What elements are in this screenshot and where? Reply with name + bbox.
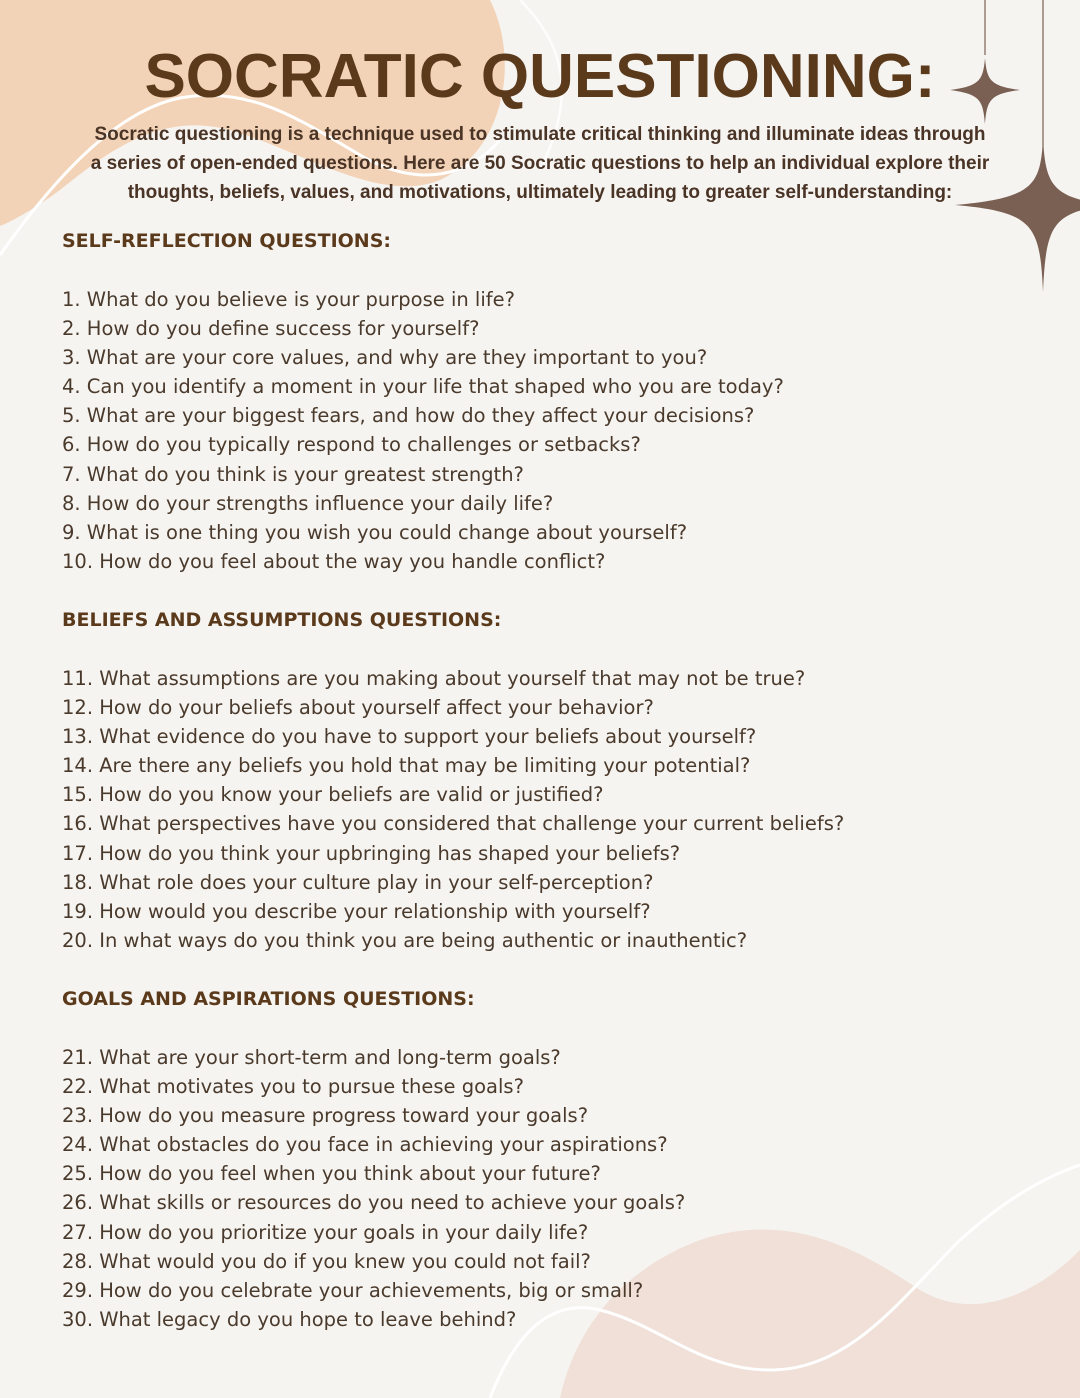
- list-item: 22. What motivates you to pursue these goals?: [62, 1075, 524, 1099]
- list-item: 8. How do your strengths influence your daily life?: [62, 491, 554, 515]
- section-heading: GOALS AND ASPIRATIONS QUESTIONS:: [62, 988, 475, 1010]
- list-item: 5. What are your biggest fears, and how do they affect your decisions?: [62, 404, 755, 428]
- list-item: 7. What do you think is your greatest strength?: [62, 462, 524, 486]
- section-heading: SELF-REFLECTION QUESTIONS:: [62, 230, 391, 252]
- list-item: 17. How do you think your upbringing has shaped your beliefs?: [62, 841, 681, 865]
- section-self-reflection: [62, 227, 1042, 576]
- list-item: 20. In what ways do you think you are being authentic or inauthentic?: [62, 928, 748, 952]
- list-item: 3. What are your core values, and why are they important to you?: [62, 346, 708, 370]
- list-item: 10. How do you feel about the way you handle conflict?: [62, 549, 606, 573]
- list-item: 23. How do you measure progress toward your goals?: [62, 1104, 589, 1128]
- list-item: 27. How do you prioritize your goals in your daily life?: [62, 1220, 589, 1244]
- list-item: 18. What role does your culture play in your self-perception?: [62, 870, 654, 894]
- list-item: 14. Are there any beliefs you hold that may be limiting your potential?: [62, 754, 751, 778]
- list-item: 28. What would you do if you knew you could not fail?: [62, 1249, 591, 1273]
- page-title: SOCRATIC QUESTIONING:: [144, 42, 936, 111]
- list-item: 4. Can you identify a moment in your life that shaped who you are today?: [62, 375, 784, 399]
- intro-paragraph: Socratic questioning is a technique used to stimulate critical thinking and illuminate ideas through a series of open-ended questions. Here are 50 Socratic questions to help an individual explore their thoughts, beliefs, values, and motivations, ultimately leading to greater self-understanding:: [90, 124, 990, 203]
- list-item: 26. What skills or resources do you need to achieve your goals?: [62, 1191, 686, 1215]
- list-item: 12. How do your beliefs about yourself affect your behavior?: [62, 696, 654, 720]
- list-item: 30. What legacy do you hope to leave behind?: [62, 1307, 517, 1331]
- section-goals-aspirations: [62, 985, 1042, 1334]
- list-item: 9. What is one thing you wish you could change about yourself?: [62, 520, 688, 544]
- list-item: 19. How would you describe your relationship with yourself?: [62, 899, 651, 923]
- list-item: 21. What are your short-term and long-term goals?: [62, 1046, 561, 1069]
- list-item: 1. What do you believe is your purpose in life?: [62, 288, 515, 311]
- list-item: 25. How do you feel when you think about your future?: [62, 1162, 601, 1186]
- list-item: 15. How do you know your beliefs are valid or justified?: [62, 783, 604, 807]
- section-heading: BELIEFS AND ASSUMPTIONS QUESTIONS:: [62, 609, 502, 631]
- question-list: [62, 1043, 1042, 1334]
- list-item: 6. How do you typically respond to challenges or setbacks?: [62, 433, 641, 457]
- list-item: 2. How do you define success for yourself?: [62, 317, 480, 341]
- section-beliefs-assumptions: [62, 606, 1042, 955]
- question-list: [62, 664, 1042, 955]
- list-item: 29. How do you celebrate your achievements, big or small?: [62, 1278, 644, 1302]
- list-item: 13. What evidence do you have to support your beliefs about yourself?: [62, 725, 757, 749]
- list-item: 16. What perspectives have you considered that challenge your current beliefs?: [62, 812, 845, 836]
- list-item: 11. What assumptions are you making about yourself that may not be true?: [62, 667, 806, 690]
- question-list: [62, 285, 1042, 576]
- list-item: 24. What obstacles do you face in achieving your aspirations?: [62, 1133, 668, 1157]
